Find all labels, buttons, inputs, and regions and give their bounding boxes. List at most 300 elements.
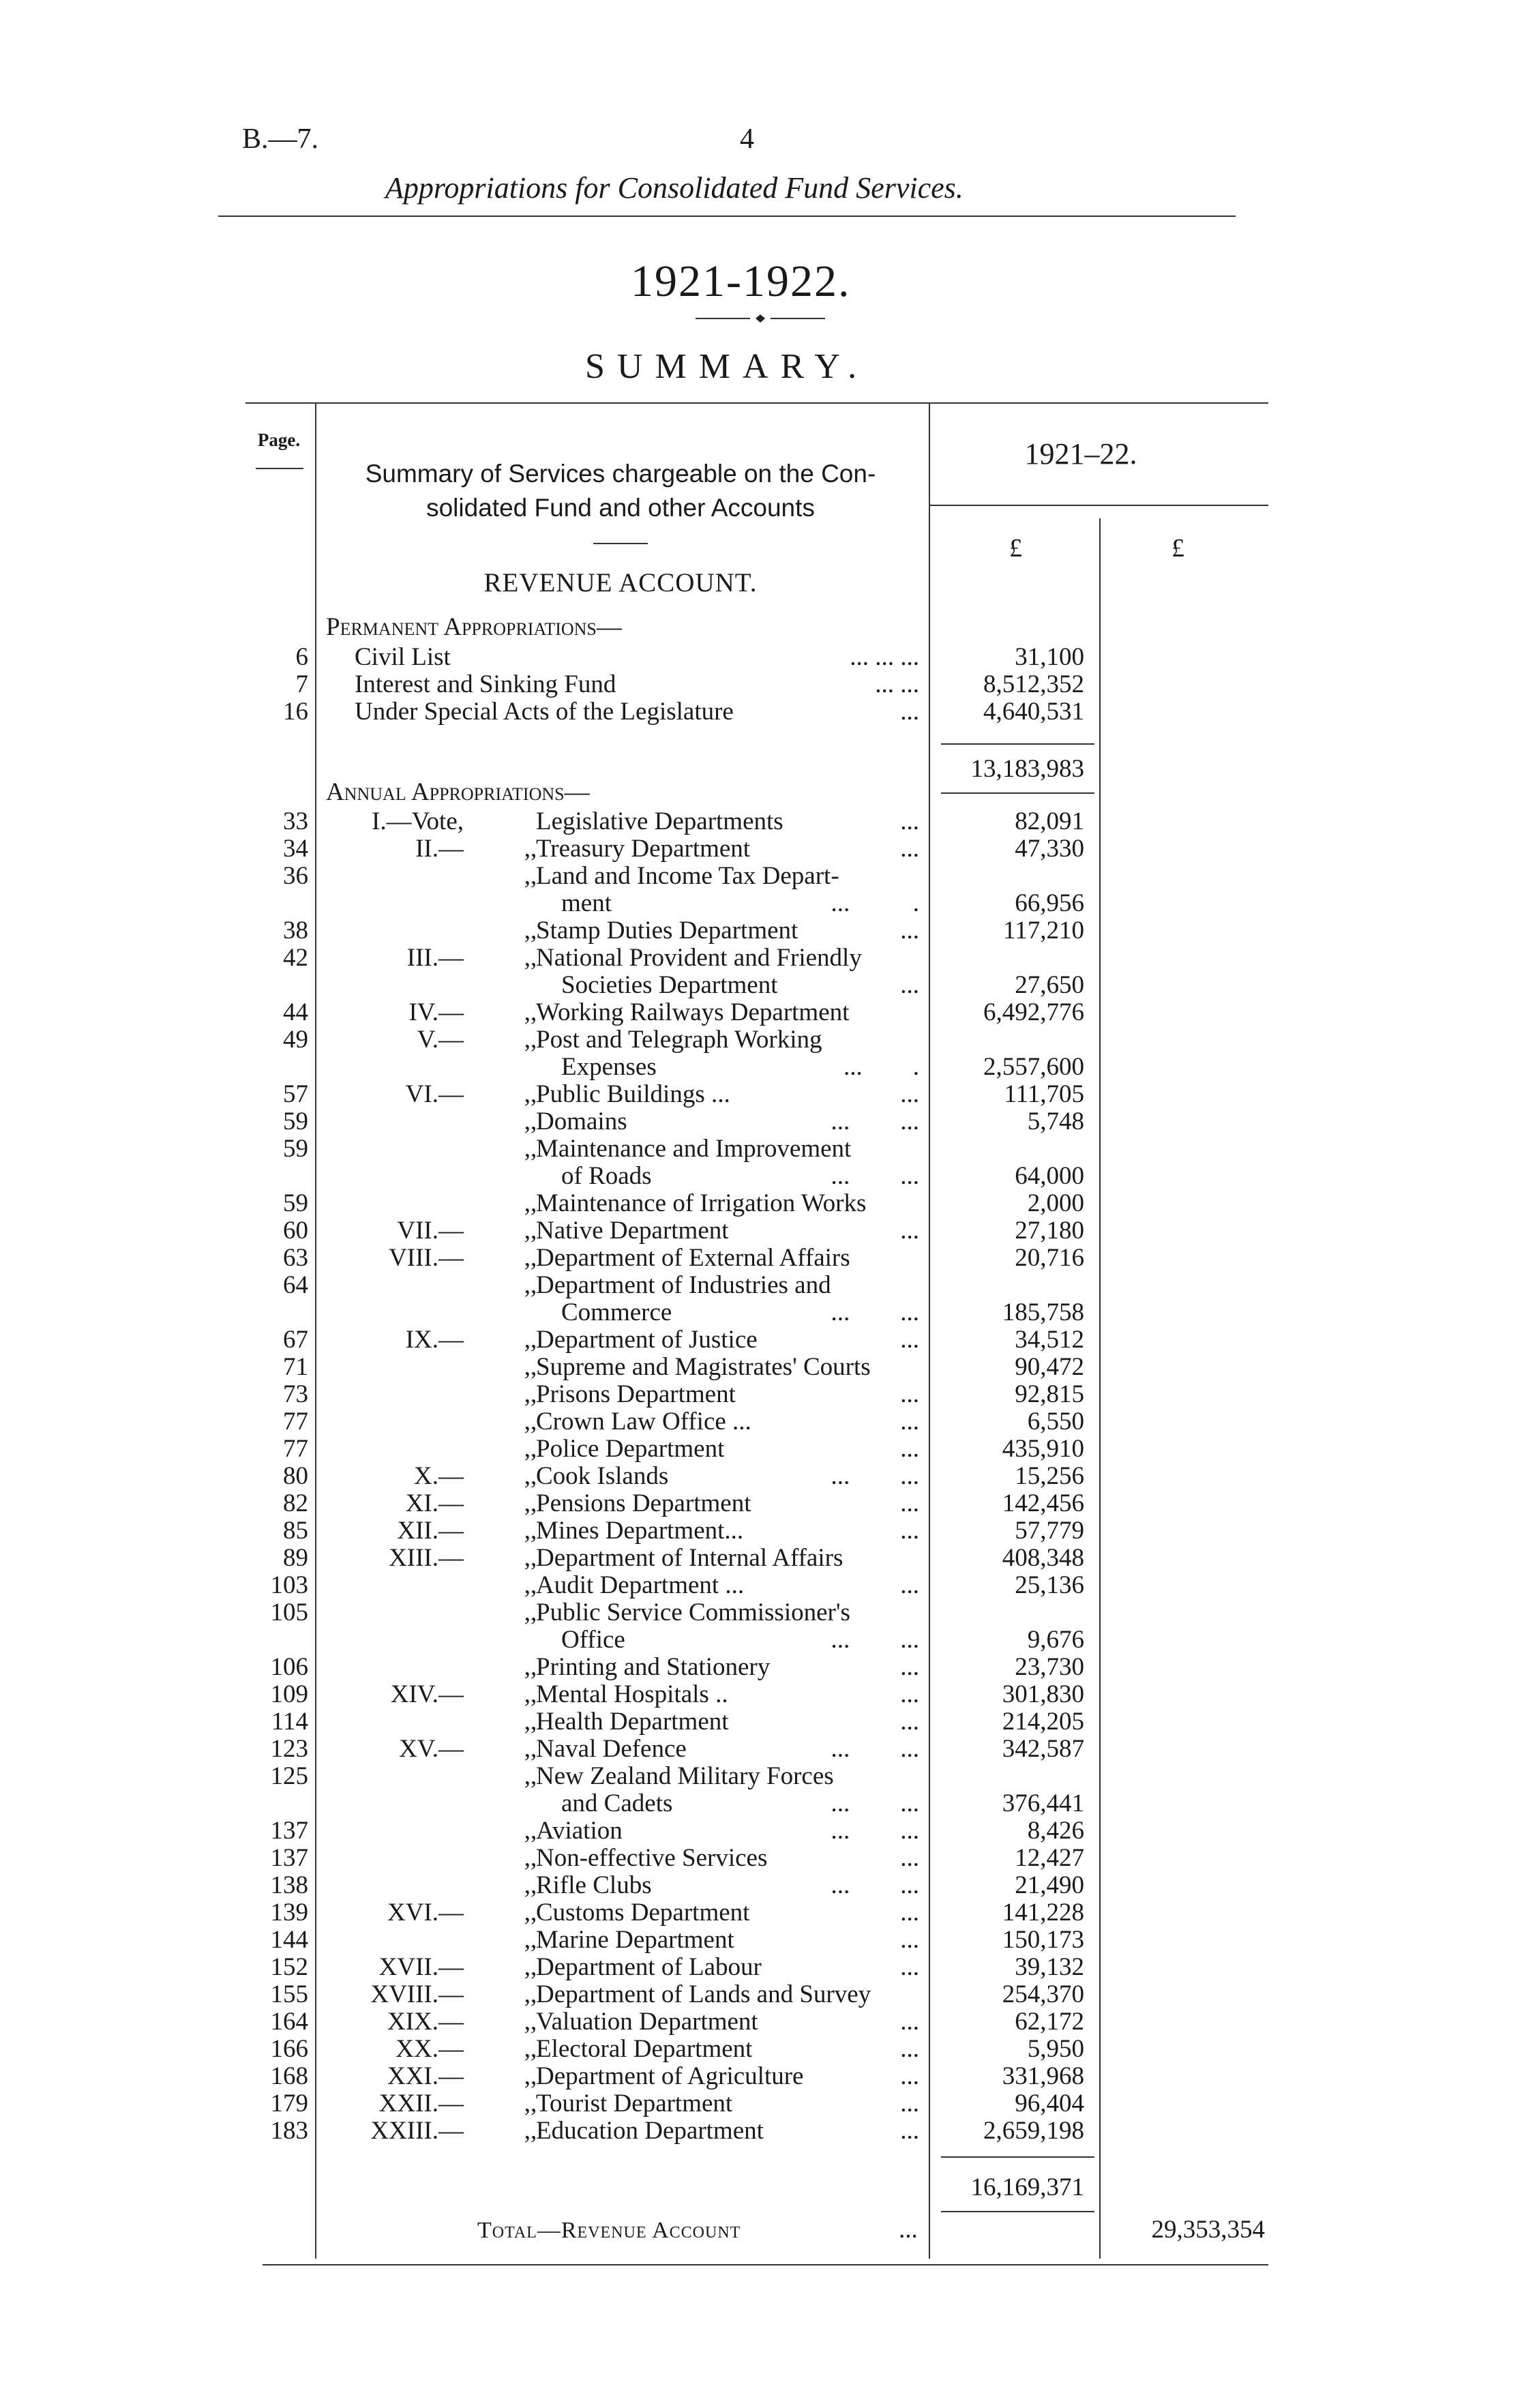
row-amount: 20,716	[1015, 1244, 1084, 1272]
vote-number	[327, 917, 464, 945]
description-column-header	[334, 457, 907, 525]
vote-number	[327, 1436, 464, 1463]
table-row	[536, 1163, 925, 1190]
vote-number	[327, 1763, 464, 1790]
table-row	[536, 2008, 925, 2036]
page-ref: 59	[283, 1189, 308, 1217]
row-amount: 408,348	[1002, 1544, 1084, 1572]
leader-dots: ... .	[831, 889, 919, 917]
vote-number: XI.—	[405, 1489, 464, 1517]
leader-dots: ...	[900, 917, 919, 945]
ditto-mark: ,,	[524, 2062, 537, 2090]
row-amount: 34,512	[1015, 1326, 1084, 1354]
row-description: Customs Department	[536, 1899, 750, 1927]
row-description: Public Buildings ...	[536, 1080, 730, 1108]
page-ref: 16	[283, 698, 308, 726]
row-amount	[934, 863, 1084, 890]
page-ref: 49	[283, 1026, 308, 1054]
row-description: Prisons Department	[536, 1380, 736, 1408]
leader-dots: ...	[900, 971, 919, 999]
row-amount: 57,779	[1015, 1517, 1084, 1545]
subtotal-rule	[941, 792, 1094, 794]
ditto-mark: ,,	[524, 2008, 537, 2036]
ditto-mark: ,,	[524, 1899, 537, 1927]
row-amount: 117,210	[1003, 917, 1084, 945]
vote-number: IX.—	[405, 1326, 464, 1354]
row-amount	[934, 1135, 1084, 1163]
row-description: New Zealand Military Forces	[536, 1762, 834, 1790]
vote-number	[327, 1299, 464, 1326]
leader-dots: ...	[900, 1653, 919, 1681]
vote-number: XVIII.—	[370, 1980, 464, 2008]
row-description: Mental Hospitals ..	[536, 1680, 728, 1708]
row-amount: 214,205	[1002, 1708, 1084, 1736]
vote-number	[327, 1354, 464, 1381]
ditto-mark: ,,	[524, 1571, 537, 1599]
row-description: Land and Income Tax Depart-	[536, 862, 839, 890]
row-description: ment	[536, 889, 612, 917]
ditto-mark: ,,	[524, 2090, 537, 2117]
ditto-mark: ,,	[524, 1926, 537, 1954]
row-description: Maintenance of Irrigation Works	[536, 1189, 867, 1217]
row-amount: 21,490	[1015, 1871, 1084, 1899]
leader-dots: ...	[900, 1408, 919, 1436]
row-description: Expenses	[536, 1053, 657, 1081]
row-amount: 342,587	[1002, 1735, 1084, 1763]
row-amount: 111,705	[1004, 1080, 1084, 1108]
table-row	[536, 1245, 925, 1272]
table-row	[536, 1026, 925, 1054]
page-ref: 59	[283, 1108, 308, 1135]
row-amount: 435,910	[1002, 1435, 1084, 1463]
row-description: Marine Department	[536, 1926, 734, 1954]
table-row	[536, 972, 925, 999]
row-description: Department of External Affairs	[536, 1244, 850, 1272]
table-row	[536, 1845, 925, 1872]
page-ref: 33	[283, 807, 308, 835]
table-row	[536, 1954, 925, 1981]
leader-dots: ...	[900, 1326, 919, 1354]
ditto-mark: ,,	[524, 1271, 537, 1299]
row-amount: 2,659,198	[983, 2117, 1084, 2145]
ditto-mark: ,,	[524, 1244, 537, 1272]
row-amount: 331,968	[1002, 2062, 1084, 2090]
row-amount: 254,370	[1002, 1980, 1084, 2008]
table-row	[536, 1899, 925, 1927]
page-ref: 67	[283, 1326, 308, 1354]
year-column-header: 1921–22.	[1024, 437, 1137, 471]
page-ref: 7	[295, 670, 308, 698]
row-amount: 8,426	[1027, 1817, 1084, 1845]
row-amount	[934, 1763, 1084, 1790]
vote-number	[327, 1108, 464, 1135]
page-ref: 64	[283, 1271, 308, 1299]
leader-dots: ...	[900, 1953, 919, 1981]
table-row	[536, 1708, 925, 1736]
leader-dots: ...	[900, 2090, 919, 2117]
page-ref: 105	[270, 1599, 308, 1626]
row-amount	[934, 1026, 1084, 1054]
vote-number: XIX.—	[387, 2008, 464, 2036]
vote-number	[327, 1190, 464, 1217]
vote-number	[327, 1272, 464, 1299]
summary-heading: SUMMARY.	[585, 347, 869, 386]
table-row	[536, 1081, 925, 1108]
table-row	[536, 1490, 925, 1517]
row-description: Domains	[536, 1108, 627, 1135]
row-amount: 185,758	[1002, 1298, 1084, 1326]
leader-dots: ... .	[844, 1053, 919, 1081]
row-description: Under Special Acts of the Legislature	[355, 698, 734, 726]
leader-dots: ... ...	[875, 670, 919, 698]
page-ref: 125	[270, 1762, 308, 1790]
vote-number: XVI.—	[387, 1899, 464, 1927]
table-row	[536, 1108, 925, 1135]
ditto-mark: ,,	[524, 1544, 537, 1572]
page-ref: 109	[270, 1680, 308, 1708]
ditto-mark: ,,	[524, 1026, 537, 1054]
table-row	[536, 1626, 925, 1654]
row-amount: 8,512,352	[983, 670, 1084, 698]
row-amount: 6,492,776	[983, 998, 1084, 1026]
page-ref: 89	[283, 1544, 308, 1572]
leader-dots	[850, 1599, 925, 1626]
leader-dots	[871, 1981, 925, 2008]
table-row	[536, 1872, 925, 1899]
row-description: Aviation	[536, 1817, 623, 1845]
row-amount: 12,427	[1015, 1844, 1084, 1872]
subtotal-rule	[941, 2156, 1094, 2158]
vote-number	[327, 1790, 464, 1817]
page-ref: 168	[270, 2062, 308, 2090]
table-row	[355, 644, 925, 671]
vote-number: XVII.—	[378, 1953, 464, 1981]
table-row	[536, 1408, 925, 1436]
ditto-mark: ,,	[524, 1189, 537, 1217]
page-ref	[245, 1626, 308, 1654]
table-row	[536, 1763, 925, 1790]
row-amount: 15,256	[1015, 1462, 1084, 1490]
page-ref	[245, 1299, 308, 1326]
page-ref: 137	[270, 1817, 308, 1845]
row-amount: 2,000	[1027, 1189, 1084, 1217]
table-row	[536, 1981, 925, 2008]
ditto-mark: ,,	[524, 1462, 537, 1490]
row-amount: 39,132	[1015, 1953, 1084, 1981]
vote-number: VIII.—	[389, 1244, 464, 1272]
row-amount: 96,404	[1015, 2090, 1084, 2117]
vote-number: VII.—	[397, 1217, 464, 1245]
ditto-mark: ,,	[524, 1217, 537, 1245]
table-row	[536, 2090, 925, 2117]
ditto-mark: ,,	[524, 1353, 537, 1381]
grand-total: 29,353,354	[1151, 2216, 1265, 2244]
page-column-header: Page.	[257, 430, 301, 450]
page-ref: 144	[270, 1926, 308, 1954]
page-ref: 106	[270, 1653, 308, 1681]
table-row	[536, 1217, 925, 1245]
row-description: Office	[536, 1626, 625, 1654]
table-row	[536, 2117, 925, 2145]
desc-col-divider	[929, 404, 930, 2259]
table-row	[536, 1326, 925, 1354]
row-amount: 62,172	[1015, 2008, 1084, 2036]
annual-appropriations-heading: Annual Appropriations—	[326, 778, 590, 806]
table-row	[536, 1817, 925, 1845]
vote-number	[327, 972, 464, 999]
vote-number	[327, 1654, 464, 1681]
table-row	[536, 1054, 925, 1081]
row-amount: 64,000	[1015, 1162, 1084, 1190]
row-description: Department of Internal Affairs	[536, 1544, 844, 1572]
currency-label: £	[1172, 534, 1184, 563]
vote-number	[327, 1599, 464, 1626]
description-header-line: solidated Fund and other Accounts	[426, 494, 815, 522]
row-amount: 141,228	[1002, 1899, 1084, 1927]
page-ref: 82	[283, 1489, 308, 1517]
leader-dots: ...	[900, 2035, 919, 2063]
leader-dots: ...	[900, 1571, 919, 1599]
table-row	[536, 1299, 925, 1326]
leader-dots: ... ... ...	[850, 643, 919, 671]
permanent-subtotal: 13,183,983	[970, 755, 1084, 783]
row-description: Electoral Department	[536, 2035, 753, 2063]
row-description: Interest and Sinking Fund	[355, 670, 616, 698]
page-ref: 166	[270, 2035, 308, 2063]
row-description: Legislative Departments	[536, 807, 784, 835]
page-col-divider	[315, 404, 316, 2259]
vote-number	[327, 1054, 464, 1081]
row-description: Education Department	[536, 2117, 764, 2145]
leader-dots: ...	[900, 2117, 919, 2145]
table-row	[536, 2063, 925, 2090]
leader-dots: ... ...	[831, 1817, 919, 1845]
table-row	[536, 1135, 925, 1163]
page-ref: 38	[283, 917, 308, 945]
table-row	[536, 1654, 925, 1681]
total-label: Total—Revenue Account	[477, 2218, 741, 2243]
row-amount: 23,730	[1015, 1653, 1084, 1681]
row-amount: 376,441	[1002, 1789, 1084, 1817]
row-amount: 2,557,600	[983, 1053, 1084, 1081]
page-ref: 138	[270, 1871, 308, 1899]
row-amount: 5,950	[1027, 2035, 1084, 2063]
ditto-mark: ,,	[524, 1380, 537, 1408]
vote-number	[327, 1135, 464, 1163]
row-amount: 142,456	[1002, 1489, 1084, 1517]
leader-dots	[843, 1545, 925, 1572]
vote-number	[327, 1817, 464, 1845]
leader-dots	[834, 1763, 925, 1790]
leader-dots: ...	[900, 1435, 919, 1463]
leader-dots: ... ...	[831, 1462, 919, 1490]
row-description: Commerce	[536, 1298, 672, 1326]
row-description: Non-effective Services	[536, 1844, 768, 1872]
vote-number	[327, 1927, 464, 1954]
row-description: Supreme and Magistrates' Courts	[536, 1353, 871, 1381]
vote-number	[327, 1572, 464, 1599]
vote-number	[327, 1381, 464, 1408]
leader-dots: ...	[900, 835, 919, 863]
header-rule	[218, 215, 1236, 217]
leader-dots: ...	[900, 1489, 919, 1517]
vote-number: X.—	[414, 1462, 464, 1490]
ditto-mark: ,,	[524, 1080, 537, 1108]
page-ref: 164	[270, 2008, 308, 2036]
page-ref	[245, 972, 308, 999]
page-ref: 57	[283, 1080, 308, 1108]
table-row	[536, 1599, 925, 1626]
subtotal-rule	[941, 2211, 1094, 2212]
table-row	[536, 1436, 925, 1463]
leader-dots	[849, 999, 925, 1026]
row-description: Audit Department ...	[536, 1571, 745, 1599]
ditto-mark: ,,	[524, 1653, 537, 1681]
vote-number: IV.—	[408, 998, 464, 1026]
leader-dots	[839, 863, 925, 890]
row-amount: 25,136	[1015, 1571, 1084, 1599]
ditto-mark: ,,	[524, 1135, 537, 1163]
row-amount: 27,650	[1015, 971, 1084, 999]
row-description: Mines Department...	[536, 1517, 744, 1545]
leader-dots: ...	[900, 1680, 919, 1708]
row-description: Tourist Department	[536, 2090, 733, 2117]
ditto-mark: ,,	[524, 862, 537, 890]
table-row	[536, 1381, 925, 1408]
table-top-rule	[245, 402, 1268, 404]
row-description: Department of Justice	[536, 1326, 758, 1354]
leader-dots: ...	[900, 1926, 919, 1954]
ditto-mark: ,,	[524, 944, 537, 972]
table-row	[536, 1681, 925, 1708]
row-amount: 47,330	[1015, 835, 1084, 863]
page-ref: 114	[271, 1708, 308, 1736]
page-ref: 152	[270, 1953, 308, 1981]
row-amount: 90,472	[1015, 1353, 1084, 1381]
page-ref	[245, 1790, 308, 1817]
page-ref: 77	[283, 1435, 308, 1463]
row-description: Crown Law Office ...	[536, 1408, 751, 1436]
ditto-mark: ,,	[524, 1762, 537, 1790]
table-row	[536, 999, 925, 1026]
row-description: Cook Islands	[536, 1462, 669, 1490]
table-row	[355, 671, 925, 698]
vote-number	[327, 1408, 464, 1436]
page-ref: 73	[283, 1380, 308, 1408]
row-description: Treasury Department	[536, 835, 751, 863]
vote-number: III.—	[406, 944, 464, 972]
ditto-mark: ,,	[524, 1708, 537, 1736]
table-row	[536, 1927, 925, 1954]
table-row	[536, 1463, 925, 1490]
leader-dots: ...	[900, 1080, 919, 1108]
row-amount: 27,180	[1015, 1217, 1084, 1245]
page-ref: 63	[283, 1244, 308, 1272]
table-row	[536, 863, 925, 890]
table-row	[536, 1190, 925, 1217]
year-heading: 1921-1922.	[631, 256, 851, 306]
report-reference: B.—7.	[242, 123, 319, 155]
desc-header-underline	[593, 543, 648, 544]
row-description: Printing and Stationery	[536, 1653, 771, 1681]
page-ref	[245, 1163, 308, 1190]
page-ref: 71	[283, 1353, 308, 1381]
page-ref: 85	[283, 1517, 308, 1545]
amount-col-divider	[1099, 518, 1101, 2259]
vote-number: XIV.—	[390, 1680, 464, 1708]
row-description: Health Department	[536, 1708, 729, 1736]
page-ref: 36	[283, 862, 308, 890]
ditto-mark: ,,	[524, 917, 537, 945]
row-description: Public Service Commissioner's	[536, 1599, 850, 1626]
table-row	[536, 1272, 925, 1299]
row-description: Working Railways Department	[536, 998, 850, 1026]
row-description: and Cadets	[536, 1789, 673, 1817]
ditto-mark: ,,	[524, 835, 537, 863]
vote-number	[327, 1872, 464, 1899]
vote-number: II.—	[415, 835, 464, 863]
vote-number	[327, 1845, 464, 1872]
vote-number	[327, 890, 464, 917]
row-amount	[934, 945, 1084, 972]
row-amount: 150,173	[1002, 1926, 1084, 1954]
row-amount: 6,550	[1027, 1408, 1084, 1436]
vote-number: XV.—	[399, 1735, 464, 1763]
row-description: National Provident and Friendly	[536, 944, 862, 972]
row-description: Valuation Department	[536, 2008, 758, 2036]
currency-label: £	[1009, 534, 1022, 563]
ditto-mark: ,,	[524, 998, 537, 1026]
vote-number	[327, 863, 464, 890]
vote-number: XXII.—	[378, 2090, 464, 2117]
leader-dots: ... ...	[831, 1735, 919, 1763]
leader-dots: ...	[900, 1217, 919, 1245]
row-description: Department of Industries and	[536, 1271, 831, 1299]
description-header-line: Summary of Services chargeable on the Con-	[365, 460, 876, 488]
table-row	[536, 1354, 925, 1381]
vote-number: XXI.—	[387, 2062, 464, 2090]
leader-dots: ...	[900, 1708, 919, 1736]
table-row	[536, 1572, 925, 1599]
page-ref: 155	[270, 1980, 308, 2008]
leader-dots	[850, 1245, 925, 1272]
row-amount: 66,956	[1015, 889, 1084, 917]
row-description: Rifle Clubs	[536, 1871, 652, 1899]
leader-dots: ...	[900, 2062, 919, 2090]
vote-number	[327, 1163, 464, 1190]
leader-dots	[871, 1354, 925, 1381]
page-header-underline	[256, 468, 303, 469]
table-row	[536, 1545, 925, 1572]
row-amount	[934, 1272, 1084, 1299]
row-amount	[934, 1599, 1084, 1626]
table-row	[536, 1517, 925, 1545]
revenue-account-heading: REVENUE ACCOUNT.	[483, 568, 758, 597]
page-ref: 103	[270, 1571, 308, 1599]
ditto-mark: ,,	[524, 1735, 537, 1763]
row-amount: 92,815	[1015, 1380, 1084, 1408]
row-description: Pensions Department	[536, 1489, 751, 1517]
ditto-mark: ,,	[524, 1108, 537, 1135]
row-amount: 5,748	[1027, 1108, 1084, 1135]
table-row	[536, 1736, 925, 1763]
page-ref: 123	[270, 1735, 308, 1763]
table-row	[536, 917, 925, 945]
ditto-mark: ,,	[524, 1817, 537, 1845]
leader-dots: ...	[900, 1844, 919, 1872]
page-ref: 59	[283, 1135, 308, 1163]
ditto-mark: ,,	[524, 1980, 537, 2008]
